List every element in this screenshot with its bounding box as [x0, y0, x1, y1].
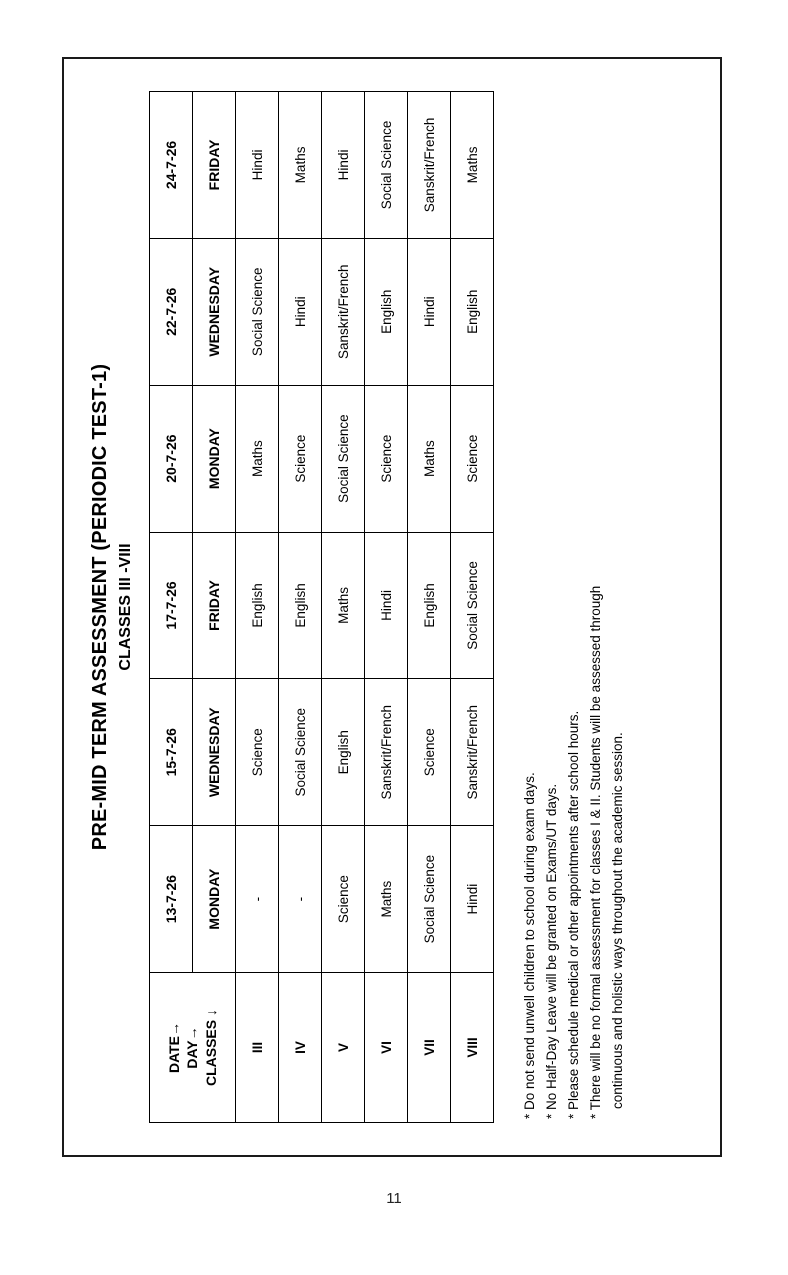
- column-day: MONDAY: [193, 826, 236, 973]
- document-body: [62, 57, 722, 1157]
- note-item: * Please schedule medical or other appointments after school hours.: [566, 710, 582, 1119]
- table-row: [236, 92, 279, 1123]
- subject-cell: Maths: [408, 385, 451, 532]
- column-day: FRIDAY: [193, 532, 236, 679]
- subject-cell: Sanskrit/French: [408, 92, 451, 239]
- subject-cell: Science: [279, 385, 322, 532]
- row-class-label: V: [322, 973, 365, 1123]
- subject-cell: Science: [236, 679, 279, 826]
- subject-cell: Hindi: [408, 238, 451, 385]
- table-row: [279, 92, 322, 1123]
- column-day: FRIDAY: [193, 92, 236, 239]
- page-subtitle: CLASSES III -VIII: [117, 543, 134, 671]
- subject-cell: Hindi: [236, 92, 279, 239]
- row-class-label: VI: [365, 973, 408, 1123]
- column-date: 20-7-26: [150, 385, 193, 532]
- column-date: 24-7-26: [150, 92, 193, 239]
- column-day: WEDNESDAY: [193, 238, 236, 385]
- subject-cell: Social Science: [408, 826, 451, 973]
- corner-classes-label: CLASSES ↓: [203, 1009, 220, 1087]
- subject-cell: English: [408, 532, 451, 679]
- subject-cell: Social Science: [322, 385, 365, 532]
- column-date: 13-7-26: [150, 826, 193, 973]
- subject-cell: Science: [365, 385, 408, 532]
- document-title-block: [88, 91, 137, 1123]
- row-class-label: IV: [279, 973, 322, 1123]
- column-date: 22-7-26: [150, 238, 193, 385]
- subject-cell: Sanskrit/French: [451, 679, 494, 826]
- rotated-page-content: [62, 57, 722, 1157]
- column-day: WEDNESDAY: [193, 679, 236, 826]
- column-date: 15-7-26: [150, 679, 193, 826]
- table-row: [451, 92, 494, 1123]
- subject-cell: Maths: [236, 385, 279, 532]
- table-corner-header: [150, 973, 236, 1123]
- exam-schedule-table: [149, 91, 494, 1123]
- column-day: MONDAY: [193, 385, 236, 532]
- subject-cell: Maths: [365, 826, 408, 973]
- row-class-label: VIII: [451, 973, 494, 1123]
- page-title: PRE-MID TERM ASSESSMENT (PERIODIC TEST-1): [89, 363, 111, 851]
- subject-cell: Maths: [279, 92, 322, 239]
- note-continuation-text: continuous and holistic ways throughout the academic session.: [610, 732, 626, 1109]
- corner-day-label: DAY→: [184, 1026, 201, 1069]
- row-class-label: VII: [408, 973, 451, 1123]
- note-item-continuation: [608, 91, 629, 1119]
- subject-cell: Social Science: [451, 532, 494, 679]
- table-row: [365, 92, 408, 1123]
- subject-cell: -: [279, 826, 322, 973]
- column-date: 17-7-26: [150, 532, 193, 679]
- subject-cell: Science: [451, 385, 494, 532]
- table-row: [322, 92, 365, 1123]
- subject-cell: Maths: [322, 532, 365, 679]
- notes-section: [520, 91, 629, 1123]
- table-header-dates: [150, 92, 193, 1123]
- page-number: 11: [386, 1190, 402, 1207]
- subject-cell: English: [279, 532, 322, 679]
- table-row: [408, 92, 451, 1123]
- note-item: * Do not send unwell children to school during exam days.: [522, 772, 538, 1119]
- subject-cell: Hindi: [322, 92, 365, 239]
- subject-cell: Hindi: [279, 238, 322, 385]
- row-class-label: III: [236, 973, 279, 1123]
- note-item: * There will be no formal assessment for classes I & II. Students will be assessed through: [588, 585, 604, 1119]
- note-item: * No Half-Day Leave will be granted on Exams/UT days.: [544, 783, 560, 1119]
- subject-cell: Hindi: [451, 826, 494, 973]
- table-header-days: [193, 92, 236, 1123]
- corner-date-label: DATE→: [165, 1021, 182, 1074]
- subject-cell: -: [236, 826, 279, 973]
- subject-cell: English: [365, 238, 408, 385]
- subject-cell: English: [322, 679, 365, 826]
- subject-cell: Science: [322, 826, 365, 973]
- subject-cell: English: [451, 238, 494, 385]
- subject-cell: Hindi: [365, 532, 408, 679]
- subject-cell: Science: [408, 679, 451, 826]
- subject-cell: Sanskrit/French: [322, 238, 365, 385]
- subject-cell: Social Science: [236, 238, 279, 385]
- subject-cell: Social Science: [365, 92, 408, 239]
- subject-cell: Sanskrit/French: [365, 679, 408, 826]
- subject-cell: Social Science: [279, 679, 322, 826]
- subject-cell: English: [236, 532, 279, 679]
- subject-cell: Maths: [451, 92, 494, 239]
